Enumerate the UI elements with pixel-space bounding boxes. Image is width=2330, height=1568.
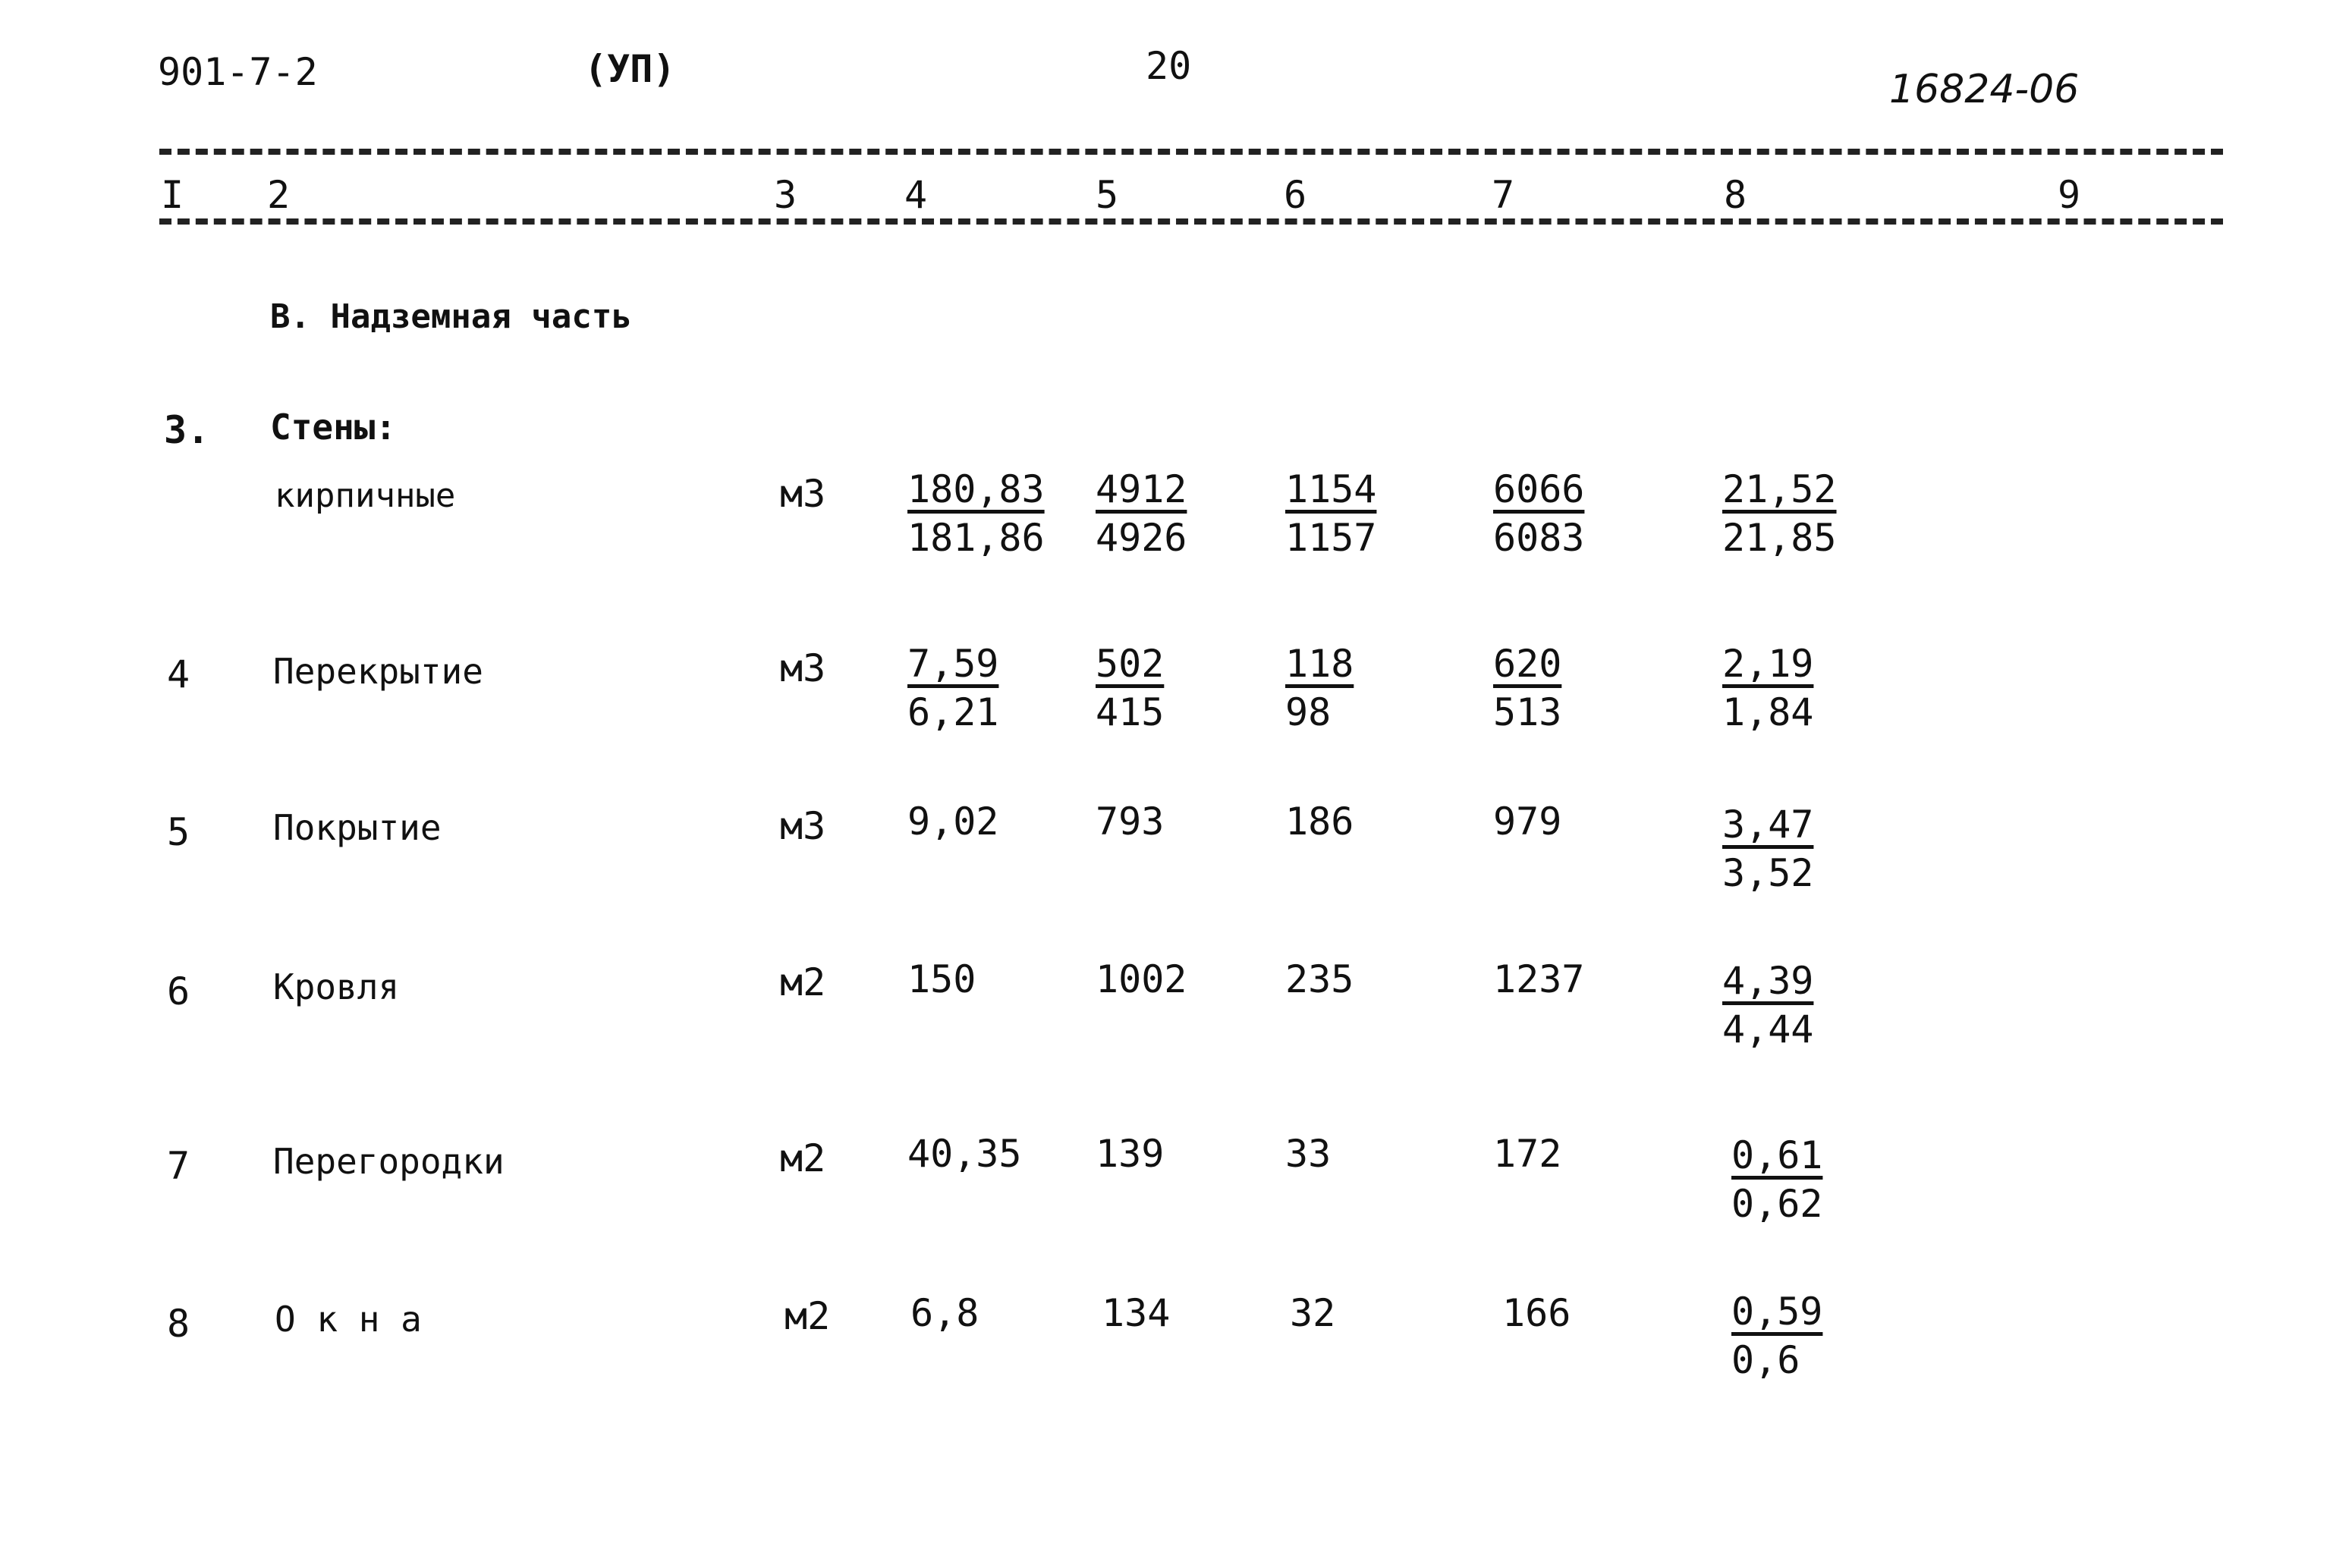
column-number-8: 8 xyxy=(1724,173,1747,217)
value-col5: 1002 xyxy=(1096,957,1187,1001)
row-name: Перегородки xyxy=(273,1141,505,1182)
row-unit: м2 xyxy=(785,1294,831,1338)
value-col8 xyxy=(1731,1290,1823,1382)
value-col6 xyxy=(1285,467,1377,560)
denominator: 1,84 xyxy=(1722,690,1814,734)
value-col8 xyxy=(1700,959,1814,1051)
row-unit: м3 xyxy=(780,804,826,848)
row-name: кирпичные xyxy=(275,476,456,515)
row-name: Покрытие xyxy=(273,807,442,848)
value-col8 xyxy=(1700,803,1814,895)
row-name: Перекрытие xyxy=(273,651,483,692)
numerator: 620 xyxy=(1493,642,1562,686)
row-number: 6 xyxy=(167,969,190,1013)
column-number-2: 2 xyxy=(267,173,291,217)
value-col4: 40,35 xyxy=(907,1132,1022,1176)
denominator: 415 xyxy=(1096,690,1165,734)
denominator: 4,44 xyxy=(1722,1007,1814,1051)
row-number: 5 xyxy=(167,810,190,854)
value-col7: 979 xyxy=(1493,800,1562,844)
denominator: 6083 xyxy=(1493,516,1585,560)
section-title: В. Надземная часть xyxy=(270,297,632,336)
value-col8 xyxy=(1722,642,1814,734)
denominator: 1157 xyxy=(1285,516,1377,560)
document-mark: (УП) xyxy=(584,47,676,91)
denominator: 21,85 xyxy=(1722,516,1837,560)
value-col4: 150 xyxy=(907,957,976,1001)
denominator: 0,62 xyxy=(1731,1182,1823,1226)
numerator: 0,59 xyxy=(1731,1290,1823,1334)
group-label: Стены: xyxy=(270,407,397,448)
column-number-4: 4 xyxy=(904,173,928,217)
row-name: О к н а xyxy=(275,1299,422,1340)
numerator: 4,39 xyxy=(1722,959,1814,1003)
value-col5: 134 xyxy=(1102,1291,1171,1335)
value-col5 xyxy=(1096,642,1165,734)
value-col4: 9,02 xyxy=(907,800,999,844)
numerator: 180,83 xyxy=(907,467,1045,511)
column-number-1: I xyxy=(161,173,184,217)
top-dashed-rule xyxy=(159,149,2223,155)
column-number-6: 6 xyxy=(1284,173,1307,217)
value-col4 xyxy=(907,467,1045,560)
column-number-9: 9 xyxy=(2058,173,2081,217)
numerator: 7,59 xyxy=(907,642,999,686)
row-number: 4 xyxy=(167,652,190,696)
value-col4: 6,8 xyxy=(910,1291,979,1335)
value-col4 xyxy=(907,642,999,734)
numerator: 4912 xyxy=(1096,467,1187,511)
row-number: 8 xyxy=(167,1302,190,1346)
stamp-number: 16824-06 xyxy=(1889,67,2080,112)
numerator: 1154 xyxy=(1285,467,1377,511)
row-unit: м3 xyxy=(780,472,826,516)
row-number: 7 xyxy=(167,1144,190,1188)
column-number-7: 7 xyxy=(1492,173,1515,217)
value-col6: 32 xyxy=(1290,1291,1336,1335)
numerator: 2,19 xyxy=(1722,642,1814,686)
page-number: 20 xyxy=(1146,44,1192,88)
numerator: 502 xyxy=(1096,642,1165,686)
value-col7 xyxy=(1493,642,1562,734)
value-col7: 1237 xyxy=(1493,957,1585,1001)
denominator: 6,21 xyxy=(907,690,999,734)
value-col6: 33 xyxy=(1285,1132,1332,1176)
row-unit: м2 xyxy=(780,960,826,1004)
row-unit: м2 xyxy=(780,1136,826,1180)
row-name: Кровля xyxy=(273,966,400,1007)
denominator: 98 xyxy=(1285,690,1332,734)
row-unit: м3 xyxy=(780,646,826,690)
value-col7: 166 xyxy=(1502,1291,1571,1335)
column-number-3: 3 xyxy=(774,173,797,217)
value-col6: 186 xyxy=(1285,800,1354,844)
value-col7: 172 xyxy=(1493,1132,1562,1176)
numerator: 3,47 xyxy=(1722,803,1814,847)
denominator: 181,86 xyxy=(907,516,1045,560)
value-col7 xyxy=(1493,467,1585,560)
numerator: 118 xyxy=(1285,642,1354,686)
group-number: 3. xyxy=(164,408,210,452)
value-col5 xyxy=(1096,467,1187,560)
denominator: 0,6 xyxy=(1731,1338,1800,1382)
numerator: 0,61 xyxy=(1731,1133,1823,1177)
document-code: 901-7-2 xyxy=(158,50,318,94)
denominator: 3,52 xyxy=(1722,851,1814,895)
value-col5: 793 xyxy=(1096,800,1165,844)
denominator: 4926 xyxy=(1096,516,1187,560)
value-col8 xyxy=(1731,1133,1823,1226)
numerator: 6066 xyxy=(1493,467,1585,511)
bottom-dashed-rule xyxy=(159,218,2223,225)
value-col8 xyxy=(1722,467,1837,560)
value-col6: 235 xyxy=(1285,957,1354,1001)
value-col6 xyxy=(1285,642,1354,734)
numerator: 21,52 xyxy=(1722,467,1837,511)
denominator: 513 xyxy=(1493,690,1562,734)
value-col5: 139 xyxy=(1096,1132,1165,1176)
column-number-5: 5 xyxy=(1096,173,1119,217)
